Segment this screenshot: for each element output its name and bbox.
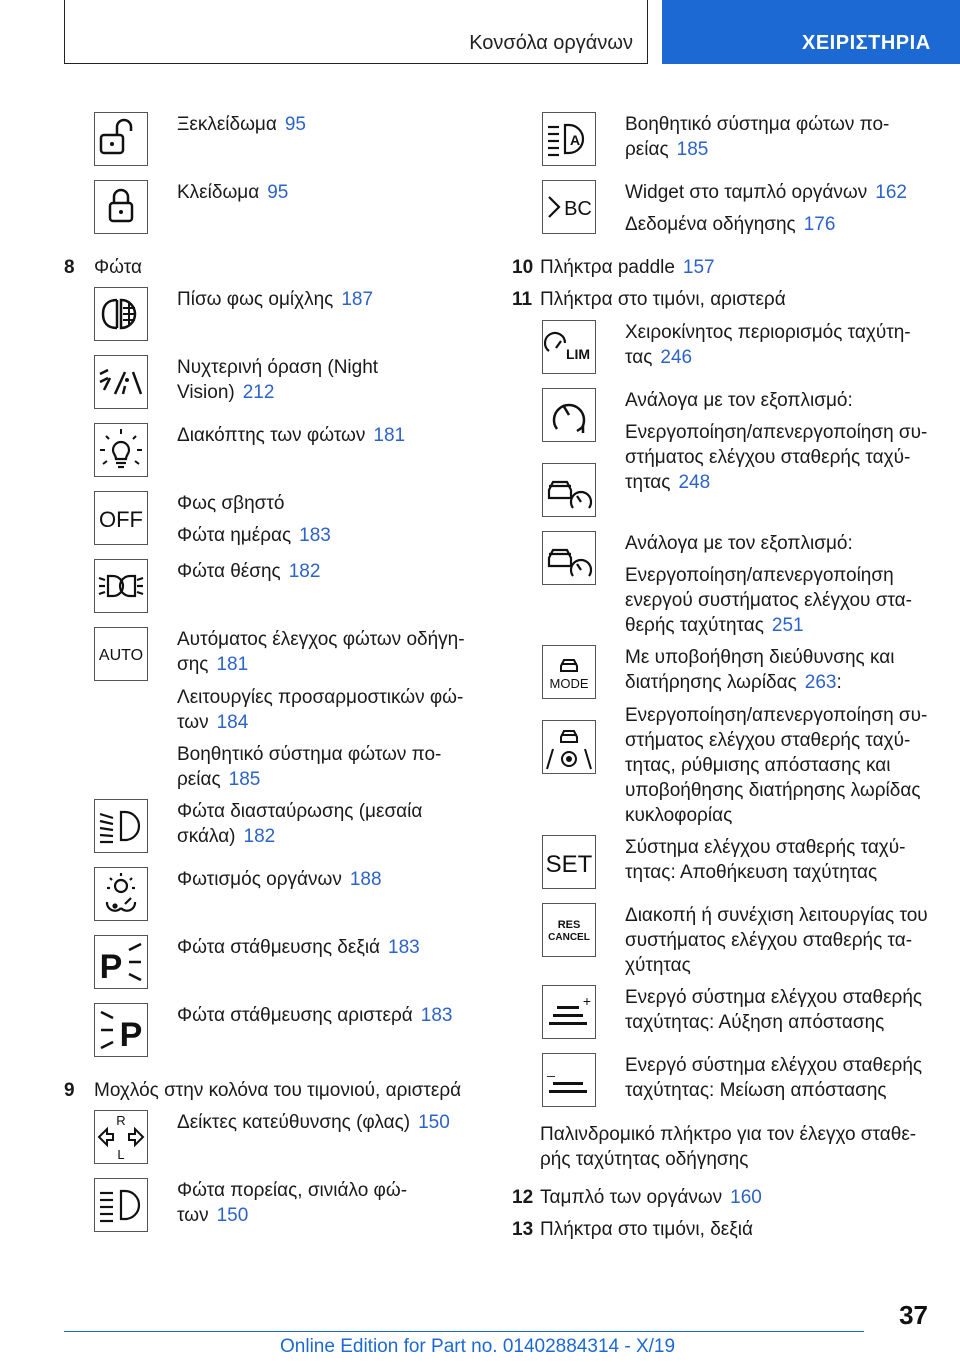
footer-edition: Online Edition for Part no. 01402884314 - X/19 [280, 1336, 676, 1357]
page-ref[interactable]: 181 [216, 654, 249, 675]
svg-text:MODE: MODE [549, 676, 589, 691]
section-heading: Μοχλός στην κολόνα του τιμονιού, αριστερά [94, 1080, 462, 1101]
page-ref[interactable]: 185 [676, 139, 709, 160]
svg-text:P: P [119, 1016, 143, 1054]
section-number: 8 [64, 257, 75, 278]
parking-right-icon [94, 935, 148, 989]
lights-off-icon [94, 491, 148, 545]
page-ref[interactable]: 95 [267, 182, 289, 203]
tab-label: ΧΕΙΡΙΣΤΗΡΙΑ [802, 32, 931, 54]
light-switch-icon [94, 423, 148, 477]
steering-assist-entry: Με υποβοήθηση διεύθυνσης και διατήρησης λωρίδας 263: [625, 647, 895, 693]
distance-increase-icon [542, 985, 596, 1039]
high-beam-entry: Φώτα πορείας, σινιάλο φώ- των 150 [177, 1180, 408, 1226]
light-switch-entry: Διακόπτης των φώτων 181 [177, 425, 406, 446]
speed-limiter-icon [542, 320, 596, 374]
section-heading: Πλήκτρα στο τιμόνι, δεξιά [540, 1219, 753, 1240]
page-ref[interactable]: 183 [299, 525, 331, 546]
svg-text:R: R [116, 1113, 126, 1128]
svg-text:LIM: LIM [565, 346, 591, 362]
set-speed-entry: Σύστημα ελέγχου σταθερής ταχύ- τητας: Αποθήκευση ταχύτητας [625, 837, 906, 883]
header-box [64, 0, 648, 64]
page-ref[interactable]: 248 [678, 472, 711, 493]
page-ref[interactable]: 263 [804, 672, 837, 693]
section-number: 11 [512, 289, 533, 310]
distance-decrease-entry: Ενεργό σύστημα ελέγχου σταθερής ταχύτητας: Μείωση απόστασης [625, 1055, 923, 1101]
svg-text:A: A [569, 132, 581, 148]
svg-text:CANCEL: CANCEL [548, 932, 590, 943]
lane-keeping-icon [542, 720, 596, 774]
resume-cancel-entry: Διακοπή ή συνέχιση λειτουργίας του συστήματος ελέγχου σταθερής τα- χύτητας [625, 905, 928, 976]
unlock-entry: Ξεκλείδωμα 95 [177, 114, 306, 135]
high-beam-icon [94, 1178, 148, 1232]
tab-controls[interactable] [662, 0, 960, 64]
section-number: 13 [512, 1219, 534, 1240]
page-ref[interactable]: 182 [243, 826, 276, 847]
high-beam-assist-icon [542, 112, 596, 166]
equipment-note: Ανάλογα με τον εξοπλισμό: [625, 390, 853, 411]
lock-entry: Κλείδωμα 95 [177, 182, 289, 203]
svg-text:RES: RES [557, 919, 581, 931]
turn-signal-icon [94, 1110, 148, 1164]
svg-text:_: _ [547, 1061, 555, 1077]
acc-car-icon [542, 463, 596, 517]
page-ref[interactable]: 185 [228, 769, 261, 790]
instrument-lighting-entry: Φωτισμός οργάνων 188 [177, 869, 382, 890]
rear-fog-entry: Πίσω φως ομίχλης 187 [177, 289, 374, 310]
parking-left-entry: Φώτα στάθμευσης αριστερά 183 [177, 1005, 453, 1026]
parking-right-entry: Φώτα στάθμευσης δεξιά 183 [177, 937, 420, 958]
speed-limiter-entry: Χειροκίνητος περιορισμός ταχύτη- τας 246 [625, 322, 911, 368]
set-icon [542, 835, 596, 889]
lock-icon [94, 180, 148, 234]
footer-divider [64, 1331, 864, 1332]
section-heading: Φώτα [94, 257, 142, 278]
page-ref[interactable]: 160 [730, 1187, 762, 1208]
mode-icon [542, 645, 596, 699]
svg-text:P: P [99, 948, 123, 986]
parking-lights-entry: Φώτα θέσης 182 [177, 561, 321, 582]
rocker-switch-entry: Παλινδρομικό πλήκτρο για τον έλεγχο σταθε- ρής ταχύτητας οδήγησης [540, 1124, 917, 1170]
auto-lights-entry: Αυτόματος έλεγχος φώτων οδήγη- σης 181 [177, 629, 465, 675]
cruise-control-icon [542, 388, 596, 442]
lane-keeping-entry: Ενεργοποίηση/απενεργοποίηση συ- στήματος ελέγχου σταθερής ταχύ- τητας, ρύθμισης απόστασης και υποβοήθησης διατήρησης λωρίδας κυκλοφορίας [625, 705, 928, 826]
unlock-icon [94, 112, 148, 166]
page-ref[interactable]: 150 [418, 1112, 450, 1133]
page-ref[interactable]: 187 [341, 289, 374, 310]
low-beam-entry: Φώτα διασταύρωσης (μεσαία σκάλα) 182 [177, 801, 423, 847]
page-ref[interactable]: 188 [349, 869, 382, 890]
page-ref[interactable]: 162 [875, 182, 907, 203]
lights-off-entry: Φως σβηστό [177, 493, 285, 514]
equipment-note: Ανάλογα με τον εξοπλισμό: [625, 533, 853, 554]
adaptive-lights-entry: Λειτουργίες προσαρμοστικών φώ- των 184 [177, 687, 464, 733]
section-heading: Ταμπλό των οργάνων 160 [540, 1187, 762, 1208]
page-ref[interactable]: 251 [771, 615, 804, 636]
svg-text:OFF: OFF [99, 507, 143, 532]
rear-fog-icon [94, 287, 148, 341]
page-ref[interactable]: 95 [284, 114, 306, 135]
section-title: Κονσόλα οργάνων [469, 32, 633, 54]
parking-lights-icon [94, 559, 148, 613]
svg-text:+: + [582, 993, 592, 1009]
section-heading: Πλήκτρα στο τιμόνι, αριστερά [540, 289, 786, 310]
cruise-control-entry: Ενεργοποίηση/απενεργοποίηση συ- στήματος ελέγχου σταθερής ταχύ- τητας 248 [625, 422, 928, 493]
active-cruise-entry: Ενεργοποίηση/απενεργοποίηση ενεργού συστήματος ελέγχου στα- θερής ταχύτητας 251 [625, 565, 912, 636]
high-beam-assist-entry-right: Βοηθητικό σύστημα φώτων πο- ρείας 185 [625, 114, 890, 160]
daytime-lights-entry: Φώτα ημέρας 183 [177, 525, 331, 546]
widget-entry: Widget στο ταμπλό οργάνων 162 [625, 182, 907, 203]
page-ref[interactable]: 183 [420, 1005, 453, 1026]
turn-signal-entry: Δείκτες κατεύθυνσης (φλας) 150 [177, 1112, 450, 1133]
page-ref[interactable]: 184 [216, 712, 249, 733]
svg-text:L: L [117, 1147, 125, 1162]
high-beam-assist-entry: Βοηθητικό σύστημα φώτων πο- ρείας 185 [177, 744, 442, 790]
instrument-lighting-icon [94, 867, 148, 921]
section-heading: Πλήκτρα paddle 157 [540, 257, 715, 278]
page-ref[interactable]: 176 [803, 214, 836, 235]
distance-decrease-icon [542, 1053, 596, 1107]
svg-text:BC: BC [564, 198, 592, 220]
page-ref[interactable]: 181 [373, 425, 406, 446]
driving-data-entry: Δεδομένα οδήγησης 176 [625, 214, 836, 235]
section-number: 10 [512, 257, 534, 278]
page-ref[interactable]: 182 [288, 561, 321, 582]
page-ref[interactable]: 212 [242, 382, 275, 403]
res-cancel-icon [542, 903, 596, 957]
page-ref[interactable]: 246 [660, 347, 693, 368]
svg-text:SET: SET [545, 851, 593, 878]
night-vision-entry: Νυχτερινή όραση (Night Vision) 212 [177, 357, 379, 403]
section-number: 12 [512, 1187, 534, 1208]
section-number: 9 [64, 1080, 75, 1101]
night-vision-icon [94, 355, 148, 409]
page-number: 37 [899, 1300, 928, 1330]
low-beam-icon [94, 799, 148, 853]
parking-left-icon [94, 1003, 148, 1057]
svg-text:AUTO: AUTO [98, 647, 144, 664]
active-cruise-icon [542, 531, 596, 585]
bc-icon [542, 180, 596, 234]
page-ref[interactable]: 183 [388, 937, 420, 958]
distance-increase-entry: Ενεργό σύστημα ελέγχου σταθερής ταχύτητας: Αύξηση απόστασης [625, 987, 923, 1033]
auto-lights-icon [94, 627, 148, 681]
page-ref[interactable]: 157 [682, 257, 715, 278]
page-ref[interactable]: 150 [216, 1205, 249, 1226]
